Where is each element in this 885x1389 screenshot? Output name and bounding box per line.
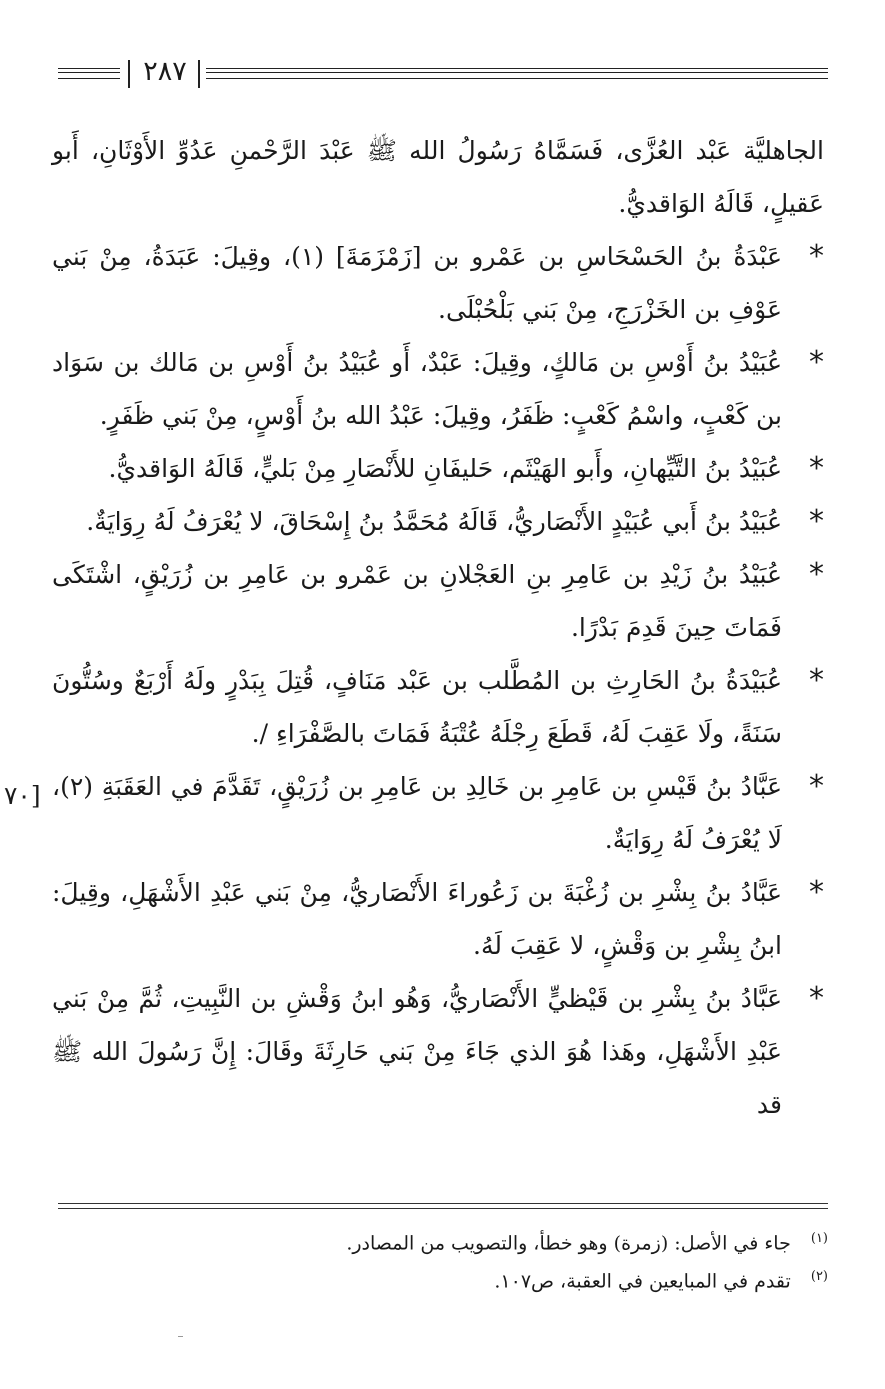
page-number: ٢٨٧ [143,56,187,87]
asterisk-bullet: * [809,557,824,592]
footnote-text: جاء في الأصل: (زمرة) وهو خطأ، والتصويب من المصادر. [346,1232,791,1255]
scan-speck [178,1336,183,1337]
entry-text: عُبَيْدَةُ بنُ الحَارِثِ بن المُطَّلب بن عَبْد مَنَافٍ، قُتِلَ بِبَدْرٍ ولَهُ أَرْبَعٌ وسُتُّونَ سَنَةً، ولَا عَقِبَ لَهُ، قَطَعَ رِجْلَهُ عُتْبَةُ فَمَاتَ بالصَّفْرَاءِ /. [52,666,782,748]
footnote [58,1260,828,1298]
biography-entry [52,866,824,972]
page-header [58,56,828,94]
footnote [58,1222,828,1260]
main-text [52,124,824,1131]
asterisk-bullet: * [809,504,824,539]
entry-text: عَبَّادُ بنُ بِشْرِ بن زُغْبَةَ بن زَعُوراءَ الأَنْصَاريُّ، مِنْ بَني عَبْدِ الأَشْهَلِ، وقِيلَ: ابنُ بِشْرِ بن وَقْشٍ، لا عَقِبَ لَهُ. [52,878,782,960]
footnotes [58,1222,828,1299]
entry-text: عَبْدَةُ بنُ الحَسْحَاسِ بن عَمْرو بن [زَمْزَمَةَ] (١)، وقِيلَ: عَبَدَةُ، مِنْ بَني عَوْفِ بن الخَزْرَجِ، مِنْ بَني بَلْحُبْلَى. [52,242,783,324]
footnote-marker: (١) [810,1231,828,1246]
biography-entry [52,495,824,548]
asterisk-bullet: * [809,769,824,804]
entry-text: عُبَيْدُ بنُ أَوْسِ بن مَالكٍ، وقِيلَ: عَبْدٌ، أَو عُبَيْدُ بنُ أَوْسِ بن مَالك بن سَوَاد بن كَعْبٍ، واسْمُ كَعْبٍ: ظَفَرُ، وقِيلَ: عَبْدُ الله بنُ أَوْسٍ، مِنْ بَني ظَفَرٍ. [52,348,782,430]
entry-text: عَبَّادُ بنُ قَيْسِ بن عَامِرِ بن خَالِدِ بن عَامِرِ بن زُرَيْقٍ، تَقَدَّمَ في العَقَبَةِ (٢)، لَا يُعْرَفُ لَهُ رِوَايَةٌ. [52,772,782,854]
manuscript-folio-marker: [٧٠ [4,781,41,810]
asterisk-bullet: * [809,981,824,1016]
footnote-marker: (٢) [810,1269,828,1285]
biography-entry [52,972,824,1131]
asterisk-bullet: * [809,663,824,698]
biography-entry [52,442,824,495]
entry-text: عُبَيْدُ بنُ زَيْدِ بن عَامِرِ بنِ العَجْلانِ بن عَمْرو بن عَامِرِ بن زُرَيْقٍ، اشْتَكَى فَمَاتَ حِينَ قَدِمَ بَدْرًا. [52,560,782,642]
biography-entry [52,230,824,336]
entry-text: عَبَّادُ بنُ بِشْرِ بن قَيْظيٍّ الأَنْصَاريُّ، وَهُو ابنُ وَقْشِ بن النَّبِيتِ، ثُمَّ مِنْ بَني عَبْدِ الأَشْهَلِ، وهَذا هُوَ الذي جَاءَ مِنْ بَني حَارِثَةَ وقَالَ: إِنَّ رَسُولَ الله ﷺ قد [52,984,782,1119]
header-separator [198,60,200,88]
footnote-text: تقدم في المبايعين في العقبة، ص١٠٧. [494,1270,791,1293]
footnote-separator [58,1203,828,1209]
biography-entry [52,336,824,442]
asterisk-bullet: * [809,875,824,910]
entry-text: عُبَيْدُ بنُ التَّيِّهانِ، وأَبو الهَيْثَم، حَليفَانِ للأَنْصَارِ مِنْ بَليٍّ، قَالَهُ الوَاقديُّ. [108,454,782,483]
biography-entry [52,760,824,866]
header-rule-right [206,68,828,79]
asterisk-bullet: * [809,239,824,274]
entry-text: عُبَيْدُ بنُ أَبي عُبَيْدٍ الأَنْصَاريُّ، قَالَهُ مُحَمَّدُ بنُ إِسْحَاقَ، لا يُعْرَفُ لَهُ رِوَايَةٌ. [86,507,782,536]
biography-entry [52,654,824,760]
header-rule-left [58,68,120,79]
header-separator [128,60,130,88]
asterisk-bullet: * [809,451,824,486]
asterisk-bullet: * [809,345,824,380]
biography-entry [52,548,824,654]
continuation-paragraph: الجاهليَّة عَبْد العُزَّى، فَسَمَّاهُ رَسُولُ الله ﷺ عَبْدَ الرَّحْمنِ عَدُوِّ الأَوْثَانِ، أَبو عَقيلٍ، قَالَهُ الوَاقديُّ. [52,136,824,218]
